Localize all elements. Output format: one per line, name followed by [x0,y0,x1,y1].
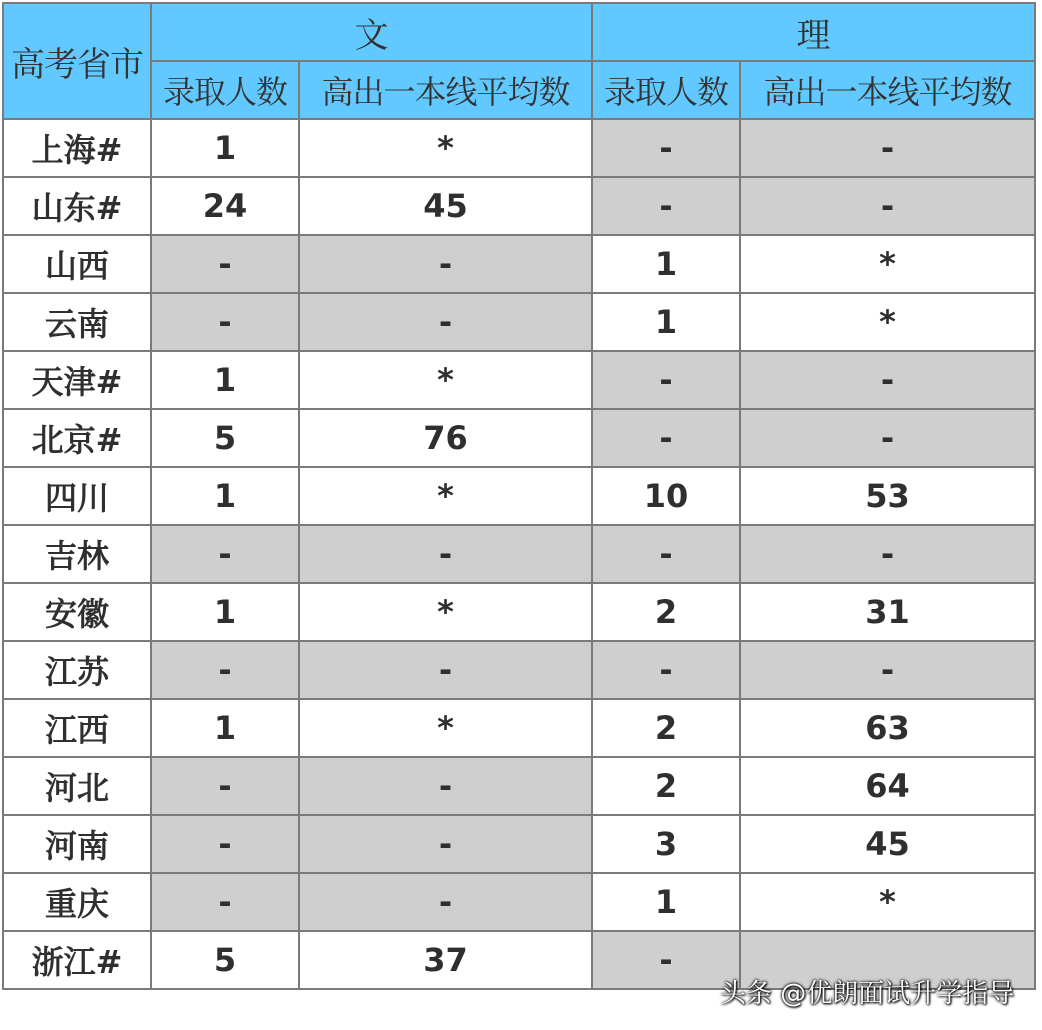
li-admitted-cell: - [592,351,740,409]
wen-above-line-cell: - [299,235,592,293]
li-admitted-cell: - [592,525,740,583]
province-cell: 上海# [3,119,151,177]
header-row-subcolumns [3,61,1035,119]
li-above-line-cell: - [740,351,1035,409]
wen-admitted-cell: 5 [151,931,299,989]
li-admitted-cell: 1 [592,235,740,293]
province-cell: 河南 [3,815,151,873]
wen-above-line-cell: - [299,757,592,815]
table-body [3,119,1035,989]
li-above-line-cell: - [740,177,1035,235]
li-above-line-cell: - [740,409,1035,467]
li-admitted-cell: 10 [592,467,740,525]
table-row [3,641,1035,699]
province-cell: 江苏 [3,641,151,699]
li-admitted-cell: - [592,641,740,699]
province-cell: 北京# [3,409,151,467]
province-cell: 山西 [3,235,151,293]
province-cell: 浙江# [3,931,151,989]
wen-admitted-cell: 1 [151,699,299,757]
li-above-line-cell: * [740,235,1035,293]
wen-above-line-cell: 37 [299,931,592,989]
province-cell: 云南 [3,293,151,351]
li-admitted-cell: 2 [592,583,740,641]
admission-table [2,2,1036,990]
wen-admitted-cell: - [151,525,299,583]
table-row [3,467,1035,525]
wen-above-line-cell: * [299,583,592,641]
wen-admitted-header: 录取人数 [151,61,299,119]
li-above-line-cell: 64 [740,757,1035,815]
province-column-header: 高考省市 [3,3,151,119]
wen-admitted-cell: 24 [151,177,299,235]
li-above-line-cell: - [740,525,1035,583]
li-above-line-cell: - [740,119,1035,177]
province-cell: 吉林 [3,525,151,583]
wen-admitted-cell: - [151,641,299,699]
wen-above-line-cell: - [299,815,592,873]
header-row-groups [3,3,1035,61]
table-row [3,699,1035,757]
li-admitted-cell: 2 [592,699,740,757]
wen-admitted-cell: - [151,293,299,351]
li-admitted-cell: - [592,409,740,467]
li-admitted-header: 录取人数 [592,61,740,119]
province-cell: 河北 [3,757,151,815]
li-admitted-cell: 1 [592,873,740,931]
wen-above-line-cell: * [299,699,592,757]
table-row [3,235,1035,293]
table-row [3,815,1035,873]
wen-above-line-cell: * [299,467,592,525]
province-cell: 天津# [3,351,151,409]
wen-above-line-cell: * [299,351,592,409]
table-header [3,3,1035,119]
wen-admitted-cell: 1 [151,119,299,177]
li-group-header: 理 [592,3,1035,61]
li-admitted-cell: - [592,177,740,235]
wen-admitted-cell: - [151,235,299,293]
li-above-line-cell: 53 [740,467,1035,525]
wen-group-header: 文 [151,3,592,61]
li-above-line-cell: 31 [740,583,1035,641]
province-cell: 山东# [3,177,151,235]
wen-admitted-cell: - [151,873,299,931]
table-row [3,119,1035,177]
wen-above-line-cell: - [299,293,592,351]
wen-admitted-cell: 1 [151,351,299,409]
wen-admitted-cell: 1 [151,583,299,641]
table-row [3,351,1035,409]
li-admitted-cell: - [592,931,740,989]
li-admitted-cell: 1 [592,293,740,351]
table-row [3,583,1035,641]
wen-above-line-cell: - [299,525,592,583]
wen-admitted-cell: 1 [151,467,299,525]
wen-above-line-header: 高出一本线平均数 [299,61,592,119]
wen-above-line-cell: 45 [299,177,592,235]
li-admitted-cell: 2 [592,757,740,815]
li-above-line-cell: 63 [740,699,1035,757]
province-cell: 江西 [3,699,151,757]
li-admitted-cell: - [592,119,740,177]
li-above-line-cell: 45 [740,815,1035,873]
wen-above-line-cell: * [299,119,592,177]
table-row [3,409,1035,467]
table-row [3,873,1035,931]
li-admitted-cell: 3 [592,815,740,873]
watermark: 头条 @优朗面试升学指导 [720,979,1015,1009]
table-row [3,293,1035,351]
wen-admitted-cell: - [151,815,299,873]
province-cell: 四川 [3,467,151,525]
province-cell: 安徽 [3,583,151,641]
wen-admitted-cell: 5 [151,409,299,467]
wen-above-line-cell: 76 [299,409,592,467]
table-row [3,525,1035,583]
wen-admitted-cell: - [151,757,299,815]
table-row [3,757,1035,815]
wen-above-line-cell: - [299,641,592,699]
li-above-line-header: 高出一本线平均数 [740,61,1035,119]
li-above-line-cell: - [740,641,1035,699]
province-cell: 重庆 [3,873,151,931]
li-above-line-cell: * [740,873,1035,931]
wen-above-line-cell: - [299,873,592,931]
table-row [3,177,1035,235]
li-above-line-cell: * [740,293,1035,351]
